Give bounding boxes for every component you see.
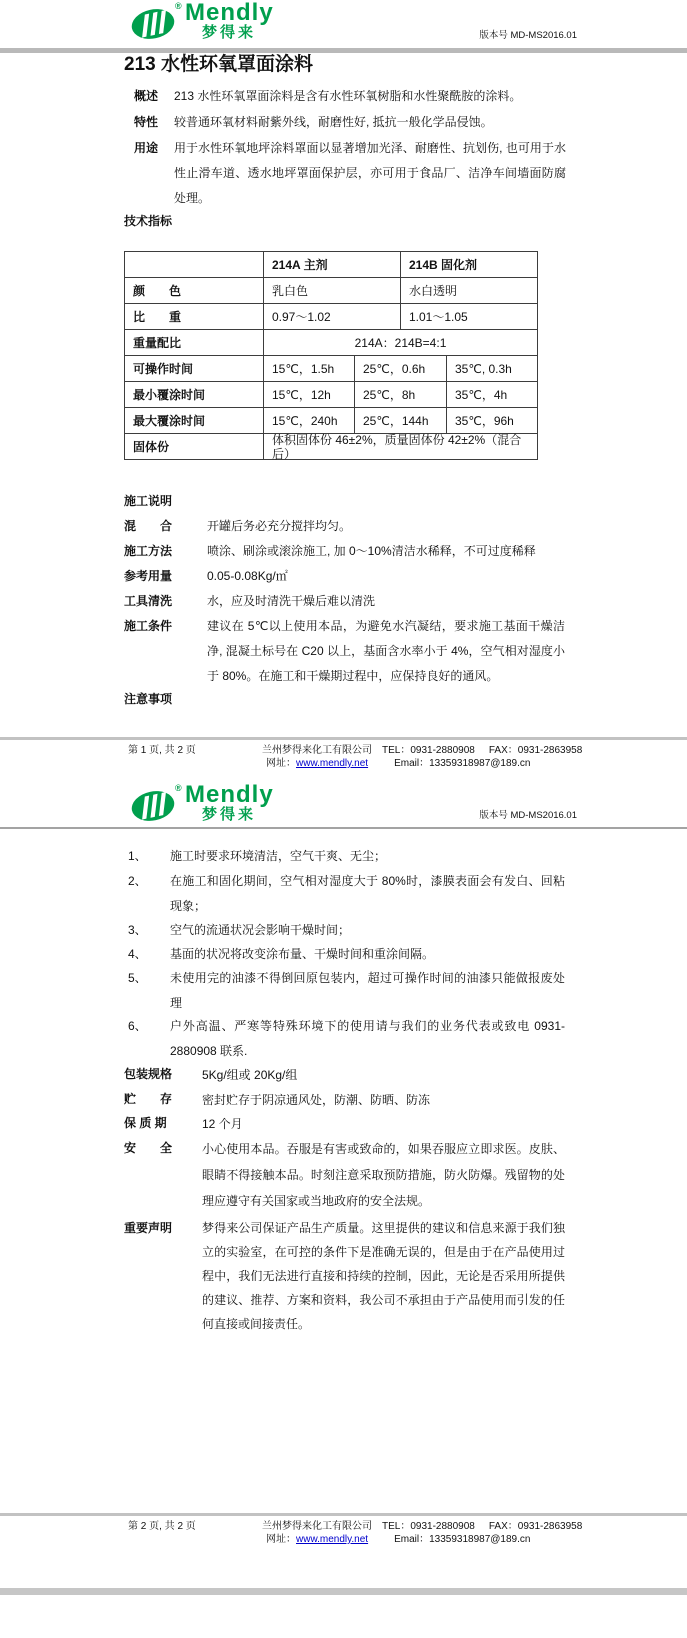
- section-tool-cleaning: [124, 589, 565, 614]
- brand-logo: [130, 0, 330, 50]
- brand-logo: [130, 781, 330, 832]
- brand-emblem-icon: [130, 786, 176, 826]
- footer-separator-band: [0, 1513, 687, 1516]
- page-number: 第 1 页, 共 2 页: [128, 745, 196, 756]
- table-cell: 固体份: [133, 439, 170, 454]
- item-number: 4、: [128, 947, 147, 961]
- brand-name-cn: 梦得来: [202, 806, 257, 823]
- section-label: 用途: [134, 141, 159, 155]
- section-label: 概述: [134, 89, 159, 103]
- section-label: 包装规格: [124, 1067, 173, 1081]
- table-row-potlife: [125, 355, 537, 381]
- footer-tel: TEL：0931-2880908: [382, 745, 475, 756]
- table-row-max-recoat: [125, 407, 537, 433]
- section-text: 用于水性环氧地坪涂料罩面以显著增加光泽、耐磨性、抗划伤, 也可用于水性止滑车道、透水地坪罩面保护层，亦可用于食品厂、洁净车间墙面防腐处理。: [174, 141, 566, 205]
- numbered-item: [128, 1014, 565, 1064]
- table-header-row: [125, 252, 537, 277]
- section-text: 密封贮存于阴凉通风处，防潮、防晒、防冻: [202, 1093, 431, 1107]
- doc-title: 213 水性环氧罩面涂料: [124, 54, 313, 75]
- footer-fax: FAX：0931-2863958: [488, 745, 583, 756]
- numbered-item: [128, 942, 565, 967]
- brand-name-cn: 梦得来: [202, 24, 257, 41]
- section-label: 混 合: [124, 519, 173, 533]
- table-cell: 体积固体份 46±2%，质量固体份 42±2%（混合后）: [263, 434, 537, 459]
- item-text: 未使用完的油漆不得倒回原包装内，超过可操作时间的油漆只能做报废处理: [170, 971, 565, 1010]
- section-text: 梦得来公司保证产品生产质量。这里提供的建议和信息来源于我们独立的实验室，在可控的条件下是准确无误的，但是由于在产品使用过程中，我们无法进行直接和持续的控制，因此，无论是否采用所提供的建议、推荐、方案和资料，我公司不承担由于产品使用而引发的任何直接或间接责任。: [202, 1221, 565, 1331]
- company-name: 兰州梦得来化工有限公司: [262, 745, 372, 756]
- table-cell: 重量配比: [133, 335, 182, 350]
- item-number: 1、: [128, 849, 147, 863]
- section-application-method: [124, 539, 565, 564]
- table-cell: 214A：214B=4:1: [263, 330, 537, 355]
- table-cell: 35℃, 0.3h: [446, 356, 537, 381]
- table-cell-empty: [125, 252, 263, 277]
- section-label: 贮 存: [124, 1092, 173, 1106]
- section-text: 开罐后务必充分搅拌均匀。: [207, 519, 352, 533]
- section-text: 5Kg/组或 20Kg/组: [202, 1068, 298, 1082]
- section-text: 喷涂、刷涂或滚涂施工, 加 0～10%清洁水稀释，不可过度稀释: [207, 544, 536, 558]
- construction-header: 施工说明: [124, 494, 173, 508]
- section-text: 较普通环氧材料耐紫外线，耐磨性好, 抵抗一般化学品侵蚀。: [174, 115, 493, 129]
- table-cell: 35℃，4h: [446, 382, 537, 407]
- section-label: 参考用量: [124, 569, 173, 583]
- section-label: 特性: [134, 115, 159, 129]
- table-row-min-recoat: [125, 381, 537, 407]
- page-end-band: [0, 1588, 687, 1595]
- section-text: 建议在 5℃以上使用本品，为避免水汽凝结，要求施工基面干燥洁净, 混凝土标号在 C20 以上，基面含水率小于 4%，空气相对湿度小于 80%。在施工和干燥期过程中，应保持良好的通风。: [207, 619, 565, 683]
- section-text: 213 水性环氧罩面涂料是含有水性环氧树脂和水性聚酰胺的涂料。: [174, 89, 522, 103]
- table-cell-component-a: 214A 主剂: [263, 252, 400, 277]
- item-text: 在施工和固化期间，空气相对湿度大于 80%时，漆膜表面会有发白、回粘现象；: [170, 874, 565, 913]
- footer-email: Email：13359318987@189.cn: [394, 1534, 531, 1545]
- item-number: 5、: [128, 971, 147, 985]
- section-usage: [134, 136, 566, 211]
- section-mixing: [124, 514, 565, 539]
- registered-mark: ®: [175, 783, 182, 793]
- table-cell: 颜 色: [133, 283, 182, 298]
- footer-line2: [266, 1533, 582, 1546]
- section-text: 水，应及时清洗干燥后难以清洗: [207, 594, 376, 608]
- brand-name: Mendly: [185, 781, 274, 808]
- table-cell: 可操作时间: [133, 361, 194, 376]
- table-cell: 25℃，144h: [354, 408, 446, 433]
- table-row-gravity: [125, 303, 537, 329]
- table-cell: 35℃，96h: [446, 408, 537, 433]
- footer-line2: [266, 757, 582, 770]
- version-label: 版本号 MD-MS2016.01: [479, 810, 577, 821]
- table-cell: 最小覆涂时间: [133, 387, 206, 402]
- footer-fax: FAX：0931-2863958: [488, 1521, 583, 1532]
- item-number: 6、: [128, 1019, 147, 1033]
- section-storage: [124, 1087, 565, 1113]
- section-coverage: [124, 564, 565, 589]
- table-cell-component-b: 214B 固化剂: [400, 252, 537, 277]
- item-text: 户外高温、严寒等特殊环境下的使用请与我们的业务代表或致电 0931-2880908 联系.: [170, 1019, 565, 1058]
- section-text: 小心使用本品。吞服是有害或致命的，如果吞服应立即求医。皮肤、眼睛不得接触本品。时刻注意采取预防措施，防火防爆。残留物的处理应遵守有关国家或当地政府的安全法规。: [202, 1142, 565, 1208]
- footer-info: [262, 1520, 582, 1546]
- table-cell: 25℃，0.6h: [354, 356, 446, 381]
- table-row-solids: [125, 433, 537, 459]
- table-cell: 15℃，240h: [263, 408, 354, 433]
- section-text: 0.05-0.08Kg/㎡: [207, 569, 288, 583]
- table-cell: 15℃，1.5h: [263, 356, 354, 381]
- footer-line1: [262, 1520, 582, 1533]
- brand-name: Mendly: [185, 0, 274, 26]
- item-number: 2、: [128, 874, 147, 888]
- section-label: 工具清洗: [124, 594, 173, 608]
- section-label: 保 质 期: [124, 1116, 167, 1130]
- footer-separator-band: [0, 737, 687, 740]
- specs-table: [124, 251, 538, 460]
- page-number: 第 2 页, 共 2 页: [128, 1521, 196, 1532]
- table-cell: 水白透明: [400, 278, 537, 303]
- section-label: 施工条件: [124, 619, 173, 633]
- section-shelf-life: [124, 1111, 565, 1137]
- footer-tel: TEL：0931-2880908: [382, 1521, 475, 1532]
- table-cell: 最大覆涂时间: [133, 413, 206, 428]
- footer-email: Email：13359318987@189.cn: [394, 758, 531, 769]
- header-rule: [0, 827, 687, 829]
- header-separator-band: [0, 48, 687, 53]
- section-packaging: [124, 1062, 565, 1088]
- numbered-item: [128, 918, 565, 943]
- section-label: 重要声明: [124, 1221, 173, 1235]
- notes-header: 注意事项: [124, 692, 173, 706]
- table-cell: 25℃，8h: [354, 382, 446, 407]
- company-name: 兰州梦得来化工有限公司: [262, 1521, 372, 1532]
- version-label: 版本号 MD-MS2016.01: [479, 30, 577, 41]
- table-cell: 0.97～1.02: [263, 304, 400, 329]
- tech-specs-header: 技术指标: [124, 214, 173, 228]
- section-safety: [124, 1136, 565, 1214]
- website-link[interactable]: www.mendly.net: [296, 1534, 369, 1545]
- numbered-item: [128, 844, 565, 869]
- table-row-color: [125, 277, 537, 303]
- section-overview: [134, 84, 566, 109]
- item-text: 空气的流通状况会影响干燥时间；: [170, 923, 351, 937]
- section-label: 安 全: [124, 1141, 173, 1155]
- item-number: 3、: [128, 923, 147, 937]
- brand-emblem-icon: [130, 4, 176, 44]
- website-link[interactable]: www.mendly.net: [296, 758, 369, 769]
- footer-line1: [262, 744, 582, 757]
- section-features: [134, 110, 566, 135]
- table-cell: 1.01～1.05: [400, 304, 537, 329]
- numbered-item: [128, 966, 565, 1016]
- footer-info: [262, 744, 582, 770]
- section-text: 12 个月: [202, 1117, 243, 1131]
- section-label: 施工方法: [124, 544, 173, 558]
- table-cell: 15℃，12h: [263, 382, 354, 407]
- section-conditions: [124, 614, 565, 689]
- registered-mark: ®: [175, 1, 182, 11]
- website-label: 网址：: [266, 1534, 296, 1545]
- item-text: 施工时要求环境清洁，空气干爽、无尘；: [170, 849, 387, 863]
- table-cell: 乳白色: [263, 278, 400, 303]
- table-cell: 比 重: [133, 309, 182, 324]
- section-disclaimer: [124, 1216, 565, 1336]
- table-row-ratio: [125, 329, 537, 355]
- numbered-item: [128, 869, 565, 919]
- website-label: 网址：: [266, 758, 296, 769]
- item-text: 基面的状况将改变涂布量、干燥时间和重涂间隔。: [170, 947, 435, 961]
